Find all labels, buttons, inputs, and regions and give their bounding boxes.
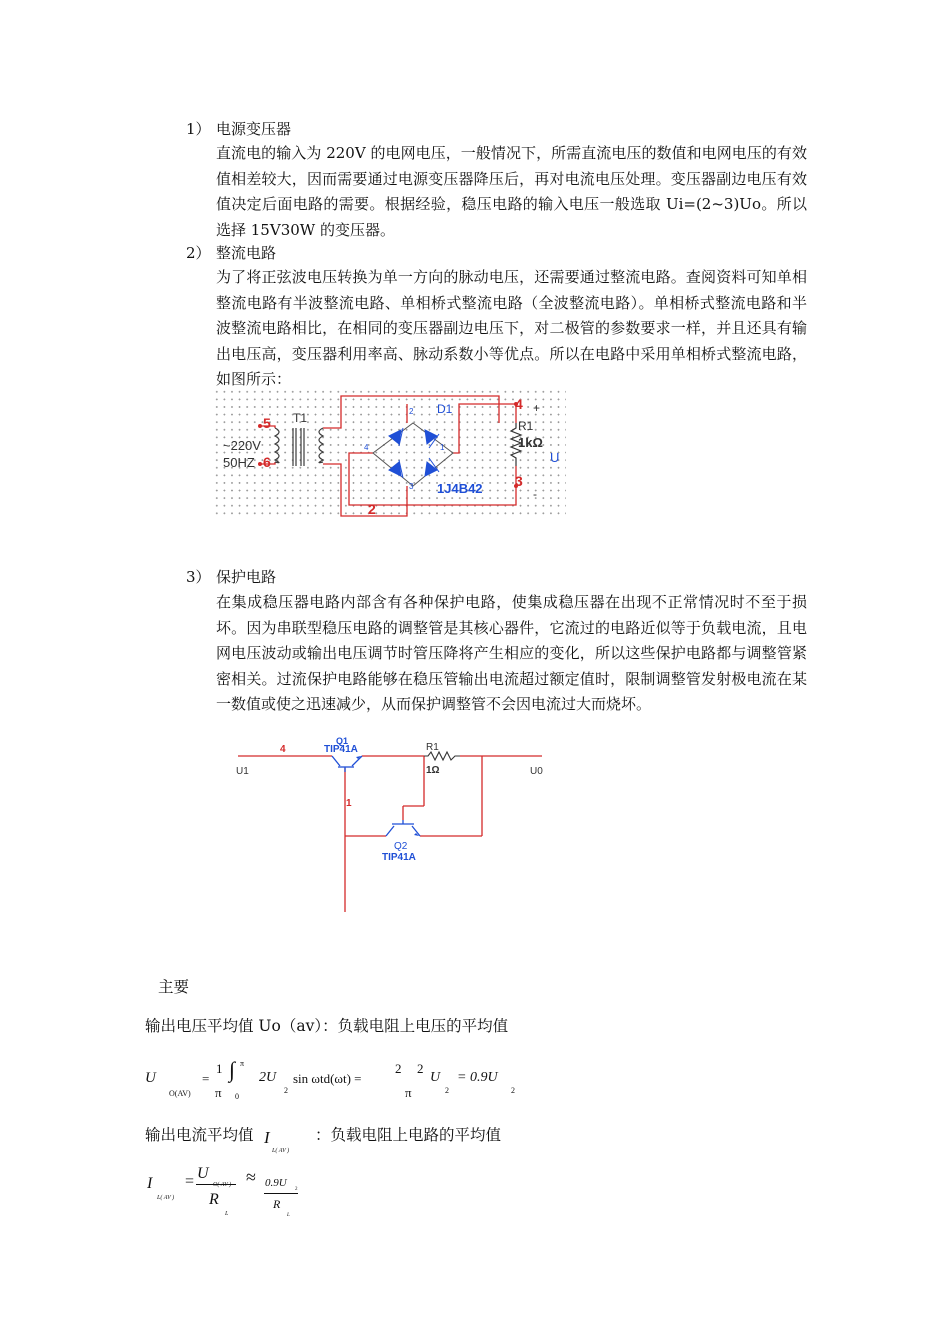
output-plus-label: + (533, 401, 541, 415)
f2-fraction-line-2 (264, 1193, 298, 1194)
section-1-title: 电源变压器 (216, 120, 292, 138)
resistor-value-label: 1kΩ (518, 435, 543, 450)
f2-sub-l: L (225, 1211, 229, 1217)
f1-sub2b: 2 (445, 1086, 449, 1095)
f2-sub-l2: L (287, 1213, 290, 1218)
f1-sub2a: 2 (284, 1086, 288, 1095)
f2-r2: R (273, 1197, 281, 1211)
rectifier-schematic (213, 388, 566, 518)
f1-integral: ∫ (229, 1057, 236, 1082)
f1-one: 1 (216, 1061, 223, 1076)
f1-two-num: 2 (395, 1061, 402, 1076)
bridge-pin-4: 4 (364, 443, 369, 452)
source-freq-label: 50HZ (223, 455, 255, 470)
output-minus-label: - (533, 487, 537, 501)
f2-u: U (197, 1165, 209, 1182)
protection-schematic (228, 736, 558, 914)
f1-sub2c: 2 (511, 1086, 515, 1095)
node-6-dot (258, 462, 262, 466)
f1-two-root: 2 (417, 1061, 424, 1076)
protection-wires (238, 756, 542, 912)
rectifier-schematic-svg (213, 388, 566, 518)
section-3-body: 在集成稳压器电路内部含有各种保护电路，使集成稳压器在出现不正常情况时不至于损坏。因为串联型稳压电路的调整管是其核心器件，它流过的电路近似等于负载电流，且电网电压波动或输出电压调节时管压降将产生相应的变化，所以这些保护电路都与调整管紧密相关。过流保护电路能够在稳压管输出电流超过额定值时，限制调整管发射极电流在某一数值或使之迅速减少，从而保护调整管不会因电流过大而烧坏。 (216, 593, 807, 713)
r1-value-label: 1Ω (426, 765, 440, 776)
avg-current-prefix: 输出电流平均值 (145, 1126, 254, 1144)
f1-sub-oav: O(AV) (169, 1089, 191, 1098)
input-u1-label: U1 (236, 766, 249, 777)
q2-name-label: Q2 (394, 841, 408, 852)
bridge-pin-2: 2 (409, 407, 414, 416)
q1-name-label: Q1 (336, 736, 349, 746)
node-4-label: 4 (515, 396, 523, 412)
f2-eq: = (185, 1173, 195, 1190)
f2-sub2: 2 (295, 1187, 298, 1192)
avg-voltage-definition: 输出电压平均值 Uo（av）：负载电阻上电压的平均值 (145, 1017, 509, 1035)
avg-current-sub: L( AV ) (272, 1148, 290, 1154)
bridge-outline (373, 423, 453, 486)
node-3-label: 3 (515, 473, 523, 489)
f2-i: I (147, 1175, 153, 1192)
q1-model-label: TIP41A (324, 744, 358, 755)
section-3-title: 保护电路 (216, 568, 277, 586)
transformer-symbol (275, 428, 323, 466)
f1-upper-limit: π (240, 1059, 245, 1068)
q2-transistor-symbol (386, 820, 420, 836)
f1-sin-term: sin ωtd(ωt) = (293, 1071, 362, 1086)
avg-current-definition (145, 1124, 565, 1158)
f1-pi2: π (405, 1085, 412, 1100)
bridge-model-label: 1J4B42 (437, 481, 483, 496)
r1-resistor-symbol (424, 752, 460, 760)
protection-schematic-svg (228, 736, 558, 914)
formula-avg-voltage (145, 1055, 565, 1105)
bridge-pin-3: 3 (409, 482, 414, 491)
bridge-diodes (389, 428, 439, 478)
node-5-label: 5 (263, 415, 271, 431)
section-2-title: 整流电路 (216, 244, 277, 262)
node-5-dot (258, 424, 262, 428)
bridge-pin-1: 1 (440, 443, 445, 452)
f1-result: = 0.9U (457, 1070, 498, 1085)
section-2-number: 2） (186, 244, 211, 262)
f2-approx: ≈ (246, 1167, 256, 1187)
f2-sub-lav: L( AV ) (157, 1195, 175, 1201)
node-4-label-p: 4 (280, 744, 286, 755)
f1-u2: U (430, 1070, 441, 1085)
section-3-number: 3） (186, 568, 211, 586)
node-2-label: 2 (368, 501, 376, 517)
f1-term: 2U (259, 1070, 277, 1085)
f1-u: U (145, 1070, 156, 1086)
f2-r: R (209, 1191, 219, 1208)
source-voltage-label: ~220V (223, 438, 261, 453)
bridge-name-label: D1 (437, 402, 453, 416)
main-heading: 主要 (158, 978, 190, 996)
output-u0-label: U0 (530, 766, 543, 777)
section-1-number: 1） (186, 120, 211, 138)
resistor-name-label: R1 (518, 419, 534, 433)
q2-model-label: TIP41A (382, 852, 416, 863)
node-1-label-p: 1 (346, 798, 352, 809)
f2-num: 0.9U (265, 1177, 287, 1189)
f1-eq1: = (202, 1071, 210, 1086)
avg-current-symbol: I (264, 1128, 270, 1147)
section-1-body: 直流电的输入为 220V 的电网电压，一般情况下，所需直流电压的数值和电网电压的有效值相差较大，因而需要通过电源变压器降压后，再对电流电压处理。变压器副边电压有效值决定后面电路的需要。根据经验，稳压电路的输入电压一般选取 Ui=(2~3)Uo。所以选择 15V30W 的变压器。 (216, 144, 807, 239)
section-2-body: 为了将正弦波电压转换为单一方向的脉动电压，还需要通过整流电路。查阅资料可知单相整流电路有半波整流电路、单相桥式整流电路（全波整流电路）。单相桥式整流电路和半波整流电路相比，在相同的变压器副边电压下，对二极管的参数要求一样，并且还具有输出电压高，变压器利用率高、脉动系数小等优点。所以在电路中采用单相桥式整流电路，如图所示： (216, 268, 807, 388)
output-u-label: U (550, 450, 560, 465)
f1-lower-limit: 0 (235, 1092, 239, 1101)
f1-pi: π (215, 1085, 222, 1100)
f2-sub-oav: O( AV ) (213, 1182, 232, 1188)
r1-name-label: R1 (426, 742, 439, 753)
formula-avg-current (145, 1163, 345, 1223)
node-6-label: 6 (263, 454, 271, 470)
avg-current-suffix: ：负载电阻上电路的平均值 (315, 1126, 502, 1144)
transformer-label: T1 (293, 411, 308, 425)
